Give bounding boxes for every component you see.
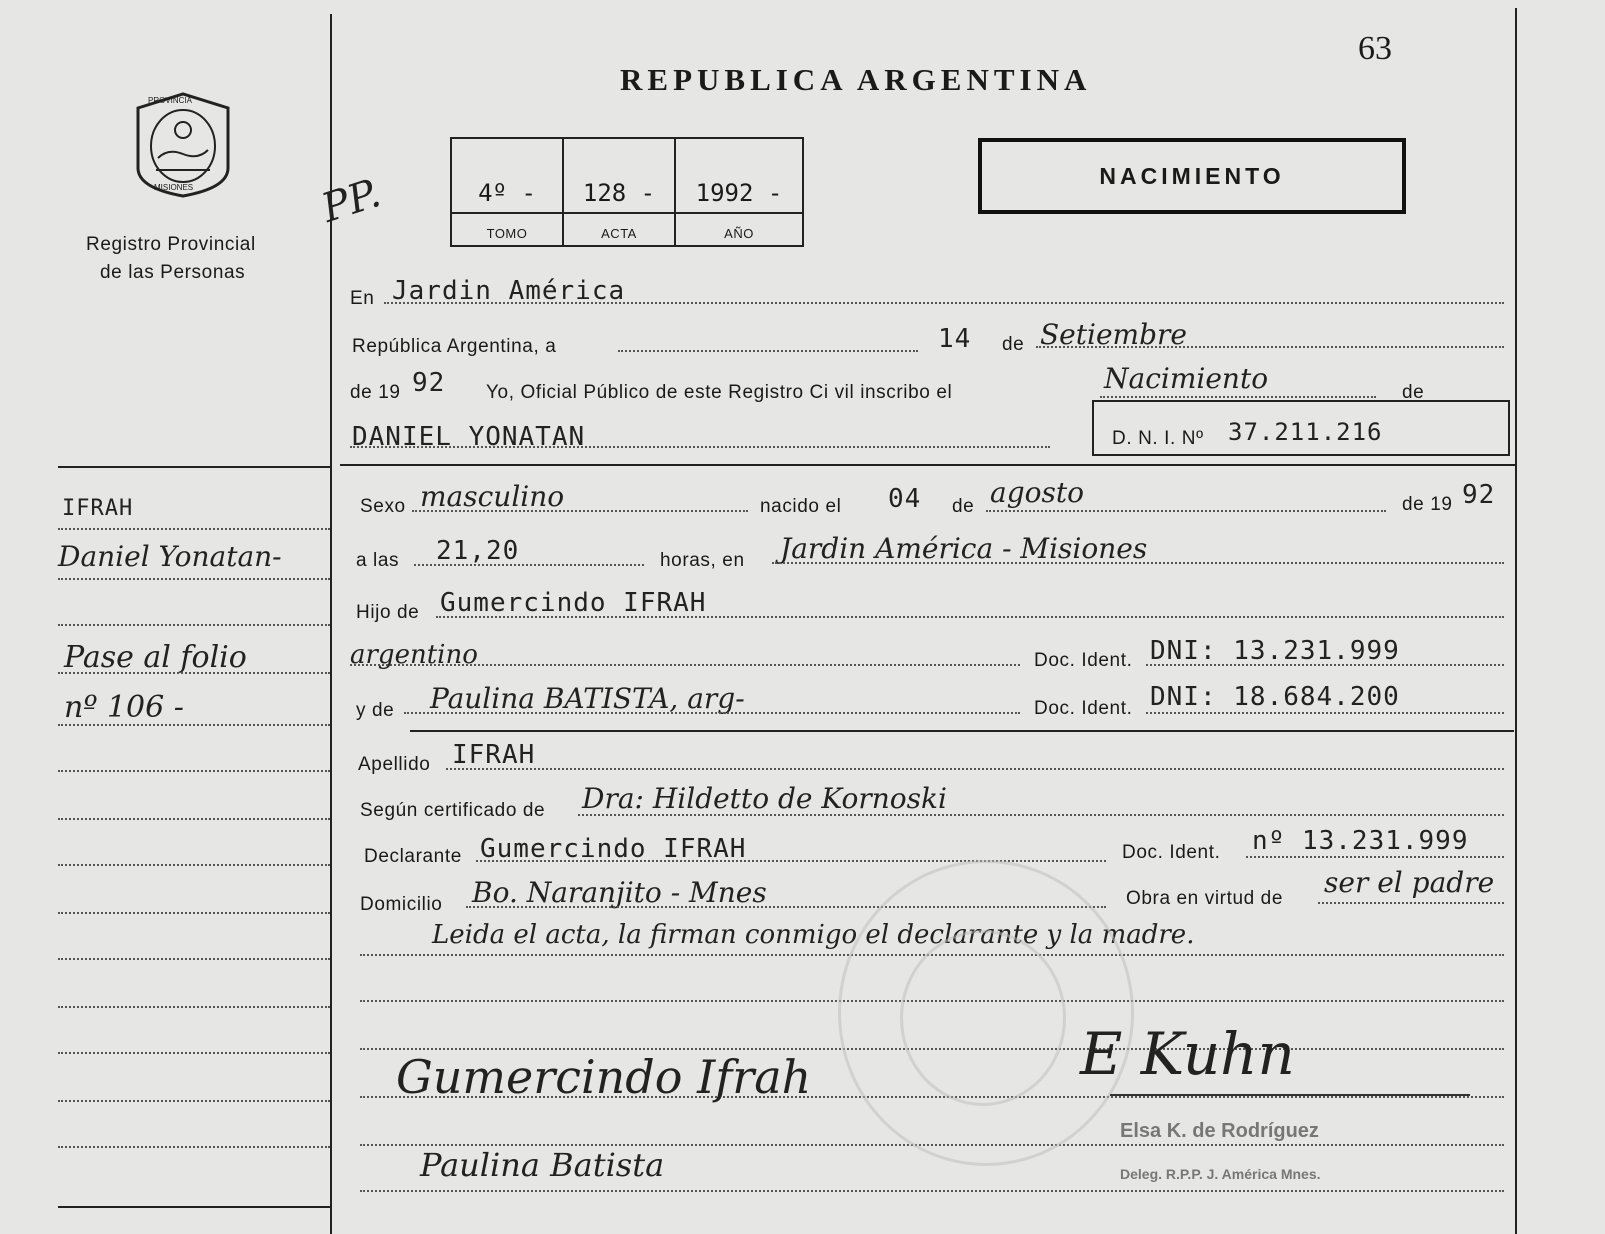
anio-label: AÑO — [724, 226, 754, 241]
sidebar-line — [58, 864, 330, 866]
tomo-label: TOMO — [486, 226, 528, 241]
mother-doc-value: DNI: 18.684.200 — [1150, 682, 1400, 712]
apellido-value: IFRAH — [452, 740, 536, 770]
declarante-label: Declarante — [364, 846, 462, 867]
margin-note-surname: IFRAH — [62, 496, 134, 521]
birth-de-label: de — [952, 496, 975, 517]
father-name-value: Gumercindo IFRAH — [440, 588, 707, 618]
tomo-cell — [452, 139, 564, 245]
sexo-line — [412, 510, 748, 512]
registry-name-line2: de las Personas — [100, 262, 246, 283]
acta-cell — [564, 139, 676, 245]
father-doc-line — [1146, 664, 1504, 666]
birth-year-value: 92 — [1462, 480, 1496, 510]
margin-note-name: Daniel Yonatan- — [58, 540, 282, 573]
apellido-label: Apellido — [358, 754, 431, 775]
declarant-doc-label: Doc. Ident. — [1122, 842, 1221, 863]
margin-note-pase: Pase al folio — [64, 640, 247, 675]
ruled-line — [360, 1190, 1504, 1192]
father-name-line — [436, 616, 1504, 618]
obra-value: ser el padre — [1324, 866, 1495, 899]
tomo-value: 4º - — [478, 179, 536, 207]
act-type-line — [1100, 396, 1376, 398]
section-rule — [410, 730, 1514, 732]
apellido-line — [446, 768, 1504, 770]
declarant-doc-value: nº 13.231.999 — [1252, 826, 1469, 856]
mother-doc-label: Doc. Ident. — [1034, 698, 1133, 719]
horas-en-label: horas, en — [660, 550, 745, 571]
sidebar-line — [58, 1006, 330, 1008]
sidebar-line — [58, 818, 330, 820]
birth-place-value: Jardin América - Misiones — [780, 532, 1148, 565]
birth-de19-label: de 19 — [1402, 494, 1453, 515]
birth-place-line — [772, 562, 1504, 564]
obra-line — [1318, 902, 1504, 904]
sidebar-line — [58, 958, 330, 960]
anio-value: 1992 - — [695, 179, 783, 207]
sidebar-line — [58, 1100, 330, 1102]
registry-name-line1: Registro Provincial — [86, 234, 256, 255]
mother-doc-line — [1146, 712, 1504, 714]
seal-text-top: PROVINCIA — [148, 96, 193, 105]
en-value: Jardin América — [392, 276, 626, 306]
segun-label: Según certificado de — [360, 800, 546, 821]
mother-name-line — [404, 712, 1020, 714]
de-label: de — [1002, 334, 1025, 355]
sidebar-line — [58, 912, 330, 914]
father-doc-label: Doc. Ident. — [1034, 650, 1133, 671]
domicilio-label: Domicilio — [360, 894, 443, 915]
registry-numbers-box — [450, 137, 804, 247]
initials-signature: PP. — [316, 170, 387, 232]
yde-label: y de — [356, 700, 395, 721]
sidebar-line — [58, 578, 330, 580]
sexo-label: Sexo — [360, 496, 406, 517]
official-title: Deleg. R.P.P. J. América Mnes. — [1120, 1166, 1321, 1182]
father-doc-value: DNI: 13.231.999 — [1150, 636, 1400, 666]
right-border — [1515, 8, 1517, 1234]
father-signature: Gumercindo Ifrah — [396, 1050, 812, 1104]
mother-name-value: Paulina BATISTA, arg- — [430, 682, 745, 715]
hijo-label: Hijo de — [356, 602, 420, 623]
country-title: REPUBLICA ARGENTINA — [620, 62, 1092, 97]
act-type-box: NACIMIENTO — [978, 138, 1406, 214]
republica-label: República Argentina, a — [352, 336, 557, 357]
official-stamp-inner-icon — [900, 930, 1066, 1106]
sidebar-rule — [58, 1206, 330, 1208]
day-value: 14 — [938, 324, 972, 354]
child-name-line — [350, 446, 1050, 448]
sidebar-line — [58, 770, 330, 772]
declarant-doc-line — [1246, 856, 1504, 858]
domicilio-value: Bo. Naranjito - Mnes — [472, 876, 767, 909]
dni-value: 37.211.216 — [1228, 418, 1383, 446]
inscribo-label: Yo, Oficial Público de este Registro Ci vil inscribo el — [486, 382, 953, 403]
birth-hour-value: 21,20 — [436, 536, 520, 566]
birth-hour-line — [414, 564, 644, 566]
sidebar-line — [58, 1052, 330, 1054]
seal-text-bottom: MISIONES — [154, 183, 194, 192]
sidebar-line — [58, 724, 330, 726]
sidebar-rule — [58, 466, 330, 468]
birth-day-value: 04 — [888, 484, 922, 514]
year-value: 92 — [412, 368, 446, 398]
certifier-value: Dra: Hildetto de Kornoski — [582, 782, 947, 815]
birth-month-line — [986, 510, 1386, 512]
father-nationality-line — [350, 664, 1020, 666]
obra-label: Obra en virtud de — [1126, 888, 1284, 909]
certifier-line — [578, 814, 1504, 816]
birth-month-value: agosto — [990, 476, 1084, 509]
official-signature: E Kuhn — [1080, 1020, 1295, 1088]
page-number: 63 — [1358, 30, 1392, 67]
alas-label: a las — [356, 550, 400, 571]
republica-line — [618, 350, 918, 352]
nacido-label: nacido el — [760, 496, 842, 517]
declarant-name-value: Gumercindo IFRAH — [480, 834, 747, 864]
dni-label: D. N. I. Nº — [1112, 428, 1204, 449]
en-line — [384, 302, 1504, 304]
anio-cell — [676, 139, 802, 245]
father-nationality-value: argentino — [350, 640, 478, 670]
acta-label: ACTA — [601, 226, 637, 241]
sidebar-line — [58, 672, 330, 674]
margin-note-folio: nº 106 - — [64, 690, 184, 725]
section-rule — [340, 464, 1516, 466]
sidebar-line — [58, 528, 330, 530]
month-line — [1036, 346, 1504, 348]
en-label: En — [350, 288, 375, 309]
signature-line — [1110, 1094, 1470, 1096]
de-tail-label: de — [1402, 382, 1425, 403]
de19-label: de 19 — [350, 382, 401, 403]
month-value: Setiembre — [1040, 318, 1187, 351]
closing-statement: Leida el acta, la firman conmigo el declarante y la madre. — [432, 920, 1195, 950]
mother-signature: Paulina Batista — [420, 1146, 665, 1184]
sidebar-line — [58, 624, 330, 626]
registry-box-divider — [450, 212, 802, 214]
child-name-value: DANIEL YONATAN — [352, 422, 586, 452]
official-name: Elsa K. de Rodríguez — [1120, 1120, 1319, 1142]
act-type-value: Nacimiento — [1104, 362, 1269, 395]
acta-value: 128 - — [582, 179, 656, 207]
sidebar-line — [58, 1146, 330, 1148]
sexo-value: masculino — [420, 480, 565, 513]
